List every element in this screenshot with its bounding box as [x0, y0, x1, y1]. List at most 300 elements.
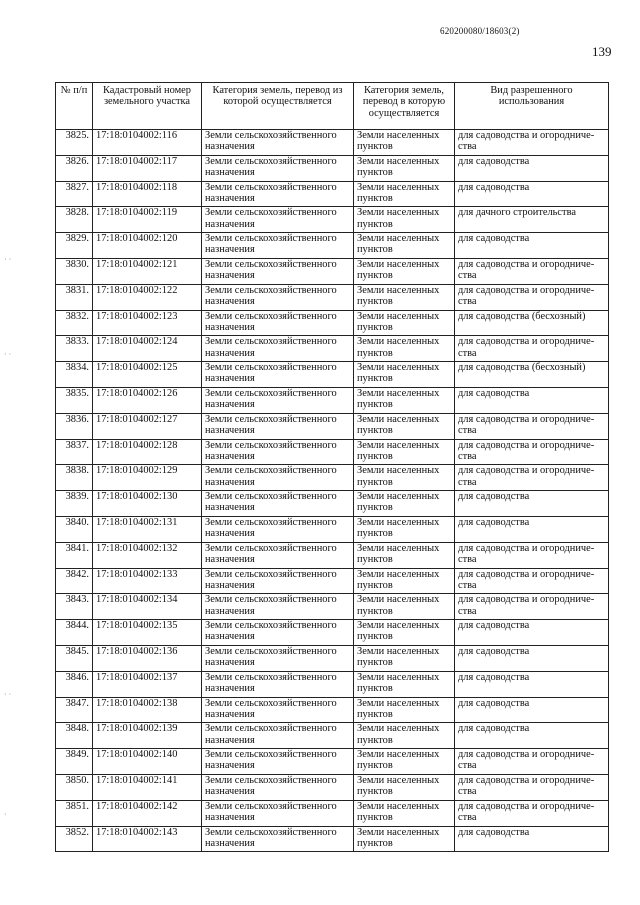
permitted-use-line2: ства [458, 786, 477, 798]
category-from [202, 671, 354, 697]
category-to-line1: Земли населенных [357, 362, 440, 374]
category-to-line2: пунктов [357, 450, 393, 462]
table-row [56, 800, 609, 826]
category-to [354, 130, 455, 156]
permitted-use-line2: ства [458, 295, 477, 307]
category-to-line2: пунктов [357, 734, 393, 746]
category-to-line1: Земли населенных [357, 645, 440, 657]
col-header-category-to: Категория земель, перевод в которую осуществляется [354, 83, 455, 130]
permitted-use-line1: для садоводства и огородниче- [458, 465, 595, 477]
category-from-line2: назначения [205, 295, 255, 307]
cadastral-number: 17:18:0104002:131 [93, 516, 202, 542]
table-row [56, 336, 609, 362]
category-to [354, 207, 455, 233]
permitted-use [455, 542, 609, 568]
permitted-use-line2: ства [458, 579, 477, 591]
category-to-line2: пунктов [357, 167, 393, 178]
cadastral-number: 17:18:0104002:124 [93, 336, 202, 362]
col-header-number: № п/п [56, 83, 93, 130]
permitted-use-line1: для садоводства и огородниче- [458, 749, 595, 761]
permitted-use [455, 155, 609, 181]
permitted-use-line2: ства [458, 476, 477, 488]
category-to-line1: Земли населенных [357, 800, 440, 812]
category-from-line1: Земли сельскохозяйственного [205, 800, 337, 812]
row-number: 3828. [56, 207, 93, 233]
category-to-line1: Земли населенных [357, 749, 440, 761]
permitted-use [455, 130, 609, 156]
category-to [354, 697, 455, 723]
permitted-use-line1: для садоводства [458, 620, 530, 632]
category-to [354, 594, 455, 620]
category-from-line2: назначения [205, 760, 255, 772]
category-from [202, 594, 354, 620]
category-to [354, 645, 455, 671]
row-number: 3832. [56, 310, 93, 336]
permitted-use-line1: для садоводства [458, 233, 530, 245]
permitted-use [455, 749, 609, 775]
category-to-line1: Земли населенных [357, 387, 440, 399]
table-row [56, 362, 609, 388]
category-from-line1: Земли сельскохозяйственного [205, 749, 337, 761]
category-from-line2: назначения [205, 682, 255, 694]
cadastral-number: 17:18:0104002:123 [93, 310, 202, 336]
document-number: 620200080/18603(2) [440, 26, 520, 36]
category-to [354, 774, 455, 800]
permitted-use-line1: для садоводства [458, 491, 530, 503]
cadastral-number: 17:18:0104002:141 [93, 774, 202, 800]
category-from-line1: Земли сельскохозяйственного [205, 465, 337, 477]
permitted-use [455, 439, 609, 465]
cadastral-number: 17:18:0104002:143 [93, 826, 202, 852]
table-row [56, 413, 609, 439]
category-to-line1: Земли населенных [357, 465, 440, 477]
permitted-use [455, 310, 609, 336]
category-to-line1: Земли населенных [357, 671, 440, 683]
category-to-line1: Земли населенных [357, 723, 440, 735]
permitted-use [455, 645, 609, 671]
category-from [202, 233, 354, 259]
table-row [56, 181, 609, 207]
cadastral-number: 17:18:0104002:142 [93, 800, 202, 826]
category-to-line2: пунктов [357, 244, 393, 256]
category-to-line2: пунктов [357, 502, 393, 514]
category-from [202, 258, 354, 284]
cadastral-number: 17:18:0104002:117 [93, 155, 202, 181]
scan-artifact: · · [4, 690, 12, 699]
row-number: 3827. [56, 181, 93, 207]
category-to [354, 413, 455, 439]
scan-artifact: · [4, 810, 7, 819]
cadastral-number: 17:18:0104002:128 [93, 439, 202, 465]
category-from [202, 336, 354, 362]
row-number: 3826. [56, 155, 93, 181]
category-to-line2: пунктов [357, 424, 393, 436]
permitted-use-line2: ства [458, 450, 477, 462]
table-row [56, 542, 609, 568]
category-from-line2: назначения [205, 734, 255, 746]
cadastral-number: 17:18:0104002:127 [93, 413, 202, 439]
permitted-use-line1: для садоводства (бесхозный) [458, 362, 586, 374]
scan-artifact: · · [4, 350, 12, 359]
category-from-line2: назначения [205, 399, 255, 411]
row-number: 3847. [56, 697, 93, 723]
category-to-line2: пунктов [357, 811, 393, 823]
category-from-line2: назначения [205, 476, 255, 488]
row-number: 3842. [56, 568, 93, 594]
category-from [202, 568, 354, 594]
category-from-line1: Земли сельскохозяйственного [205, 233, 337, 245]
category-from-line1: Земли сельскохозяйственного [205, 130, 337, 141]
category-to-line2: пунктов [357, 605, 393, 617]
category-to-line2: пунктов [357, 373, 393, 385]
category-from [202, 697, 354, 723]
category-to-line2: пунктов [357, 631, 393, 643]
category-from-line2: назначения [205, 321, 255, 333]
category-from-line1: Земли сельскохозяйственного [205, 336, 337, 348]
category-from-line2: назначения [205, 708, 255, 720]
table-row [56, 697, 609, 723]
category-from [202, 723, 354, 749]
table-row [56, 207, 609, 233]
category-from [202, 800, 354, 826]
category-from [202, 620, 354, 646]
row-number: 3825. [56, 130, 93, 156]
category-from-line1: Земли сельскохозяйственного [205, 284, 337, 296]
permitted-use [455, 491, 609, 517]
table-row [56, 774, 609, 800]
category-to [354, 284, 455, 310]
permitted-use-line1: для садоводства и огородниче- [458, 413, 595, 425]
category-to-line1: Земли населенных [357, 594, 440, 606]
permitted-use [455, 594, 609, 620]
category-to [354, 491, 455, 517]
category-from [202, 465, 354, 491]
table-row [56, 465, 609, 491]
category-to [354, 723, 455, 749]
permitted-use-line1: для садоводства [458, 671, 530, 683]
table-row [56, 155, 609, 181]
table-row [56, 749, 609, 775]
category-to-line1: Земли населенных [357, 826, 440, 838]
category-from-line1: Земли сельскохозяйственного [205, 774, 337, 786]
category-to [354, 620, 455, 646]
scan-artifact: · · [4, 255, 12, 264]
row-number: 3849. [56, 749, 93, 775]
category-from-line2: назначения [205, 811, 255, 823]
category-to-line2: пунктов [357, 295, 393, 307]
row-number: 3846. [56, 671, 93, 697]
table-row [56, 491, 609, 517]
category-from [202, 749, 354, 775]
row-number: 3848. [56, 723, 93, 749]
category-from-line2: назначения [205, 347, 255, 359]
permitted-use-line1: для садоводства [458, 645, 530, 657]
category-to-line2: пунктов [357, 579, 393, 591]
cadastral-number: 17:18:0104002:137 [93, 671, 202, 697]
category-from-line2: назначения [205, 424, 255, 436]
table-row [56, 310, 609, 336]
permitted-use-line2: ства [458, 605, 477, 617]
cadastral-number: 17:18:0104002:138 [93, 697, 202, 723]
category-from-line2: назначения [205, 553, 255, 565]
category-from-line2: назначения [205, 373, 255, 385]
cadastral-number: 17:18:0104002:133 [93, 568, 202, 594]
table-row [56, 620, 609, 646]
permitted-use-line1: для садоводства и огородниче- [458, 284, 595, 296]
row-number: 3840. [56, 516, 93, 542]
permitted-use-line1: для садоводства и огородниче- [458, 568, 595, 580]
category-from [202, 310, 354, 336]
cadastral-number: 17:18:0104002:122 [93, 284, 202, 310]
category-to [354, 155, 455, 181]
category-from-line1: Земли сельскохозяйственного [205, 697, 337, 709]
category-to-line2: пунктов [357, 528, 393, 540]
category-to-line1: Земли населенных [357, 516, 440, 528]
category-from-line1: Земли сельскохозяйственного [205, 439, 337, 451]
category-from-line1: Земли сельскохозяйственного [205, 826, 337, 838]
category-to-line1: Земли населенных [357, 310, 440, 322]
category-from [202, 413, 354, 439]
permitted-use [455, 413, 609, 439]
row-number: 3837. [56, 439, 93, 465]
permitted-use-line1: для садоводства и огородниче- [458, 800, 595, 812]
permitted-use [455, 336, 609, 362]
category-to-line2: пунктов [357, 399, 393, 411]
permitted-use [455, 207, 609, 233]
category-from-line1: Земли сельскохозяйственного [205, 413, 337, 425]
cadastral-number: 17:18:0104002:126 [93, 387, 202, 413]
category-from-line1: Земли сельскохозяйственного [205, 542, 337, 554]
permitted-use-line1: для садоводства [458, 387, 530, 399]
permitted-use-line1: для садоводства [458, 697, 530, 709]
category-to-line2: пунктов [357, 553, 393, 565]
permitted-use-line2: ства [458, 141, 477, 153]
category-from-line2: назначения [205, 450, 255, 462]
category-to-line1: Земли населенных [357, 284, 440, 296]
category-to [354, 181, 455, 207]
category-to-line1: Земли населенных [357, 491, 440, 503]
cadastral-number: 17:18:0104002:140 [93, 749, 202, 775]
table-row [56, 258, 609, 284]
category-to [354, 542, 455, 568]
cadastral-number: 17:18:0104002:136 [93, 645, 202, 671]
category-to-line1: Земли населенных [357, 233, 440, 245]
permitted-use-line2: ства [458, 270, 477, 282]
permitted-use-line2: ства [458, 760, 477, 772]
category-from-line1: Земли сельскохозяйственного [205, 594, 337, 606]
category-to [354, 310, 455, 336]
category-to-line2: пунктов [357, 837, 393, 849]
cadastral-number: 17:18:0104002:129 [93, 465, 202, 491]
category-to-line1: Земли населенных [357, 413, 440, 425]
permitted-use [455, 800, 609, 826]
permitted-use-line1: для садоводства и огородниче- [458, 258, 595, 270]
category-to-line2: пунктов [357, 347, 393, 359]
category-from [202, 439, 354, 465]
category-from [202, 774, 354, 800]
page-number: 139 [592, 44, 612, 59]
permitted-use-line1: для садоводства и огородниче- [458, 594, 595, 606]
category-from-line1: Земли сельскохозяйственного [205, 155, 337, 167]
category-from-line1: Земли сельскохозяйственного [205, 258, 337, 270]
category-to-line2: пунктов [357, 476, 393, 488]
category-from-line2: назначения [205, 192, 255, 204]
category-to [354, 516, 455, 542]
category-to-line2: пунктов [357, 657, 393, 669]
category-from [202, 542, 354, 568]
category-to [354, 465, 455, 491]
category-from-line1: Земли сельскохозяйственного [205, 491, 337, 503]
permitted-use [455, 671, 609, 697]
category-to-line2: пунктов [357, 321, 393, 333]
permitted-use [455, 723, 609, 749]
category-to [354, 800, 455, 826]
category-to [354, 439, 455, 465]
category-from-line2: назначения [205, 244, 255, 256]
category-from-line2: назначения [205, 579, 255, 591]
category-to-line1: Земли населенных [357, 620, 440, 632]
permitted-use-line1: для садоводства и огородниче- [458, 336, 595, 348]
category-from-line2: назначения [205, 528, 255, 540]
category-to [354, 336, 455, 362]
category-from [202, 207, 354, 233]
row-number: 3829. [56, 233, 93, 259]
category-from-line1: Земли сельскохозяйственного [205, 723, 337, 735]
permitted-use-line1: для садоводства [458, 155, 530, 167]
table-row [56, 594, 609, 620]
category-to-line2: пунктов [357, 682, 393, 694]
category-from-line2: назначения [205, 141, 255, 153]
category-from-line1: Земли сельскохозяйственного [205, 620, 337, 632]
table-row [56, 568, 609, 594]
category-to-line1: Земли населенных [357, 155, 440, 167]
permitted-use-line1: для садоводства [458, 516, 530, 528]
table-row [56, 826, 609, 852]
category-from [202, 491, 354, 517]
table-row [56, 645, 609, 671]
category-to-line1: Земли населенных [357, 697, 440, 709]
permitted-use [455, 465, 609, 491]
row-number: 3841. [56, 542, 93, 568]
category-from-line2: назначения [205, 167, 255, 178]
category-from-line2: назначения [205, 837, 255, 849]
category-to-line1: Земли населенных [357, 181, 440, 193]
category-to [354, 826, 455, 852]
category-from [202, 155, 354, 181]
permitted-use-line1: для садоводства [458, 723, 530, 735]
row-number: 3836. [56, 413, 93, 439]
category-from [202, 284, 354, 310]
category-from [202, 645, 354, 671]
category-from [202, 181, 354, 207]
category-from-line1: Земли сельскохозяйственного [205, 362, 337, 374]
category-from-line1: Земли сельскохозяйственного [205, 645, 337, 657]
permitted-use [455, 258, 609, 284]
cadastral-number: 17:18:0104002:132 [93, 542, 202, 568]
table-row [56, 387, 609, 413]
permitted-use [455, 284, 609, 310]
row-number: 3852. [56, 826, 93, 852]
category-to [354, 568, 455, 594]
cadastral-number: 17:18:0104002:139 [93, 723, 202, 749]
category-from-line1: Земли сельскохозяйственного [205, 181, 337, 193]
permitted-use [455, 516, 609, 542]
row-number: 3843. [56, 594, 93, 620]
category-to-line2: пунктов [357, 141, 393, 153]
category-to-line2: пунктов [357, 218, 393, 230]
row-number: 3833. [56, 336, 93, 362]
permitted-use-line2: ства [458, 811, 477, 823]
category-to [354, 387, 455, 413]
category-from-line2: назначения [205, 657, 255, 669]
category-from-line1: Земли сельскохозяйственного [205, 671, 337, 683]
row-number: 3834. [56, 362, 93, 388]
permitted-use [455, 774, 609, 800]
category-to [354, 749, 455, 775]
cadastral-number: 17:18:0104002:121 [93, 258, 202, 284]
row-number: 3845. [56, 645, 93, 671]
table-header-row [56, 83, 609, 130]
col-header-permitted-use: Вид разрешенного использования [455, 83, 609, 130]
permitted-use-line1: для садоводства и огородниче- [458, 130, 595, 141]
category-from-line2: назначения [205, 218, 255, 230]
cadastral-number: 17:18:0104002:118 [93, 181, 202, 207]
category-to [354, 258, 455, 284]
row-number: 3838. [56, 465, 93, 491]
permitted-use-line1: для садоводства и огородниче- [458, 774, 595, 786]
permitted-use [455, 181, 609, 207]
table-row [56, 516, 609, 542]
category-to-line1: Земли населенных [357, 336, 440, 348]
category-to [354, 671, 455, 697]
category-from [202, 130, 354, 156]
row-number: 3851. [56, 800, 93, 826]
row-number: 3830. [56, 258, 93, 284]
permitted-use-line1: для дачного строительства [458, 207, 576, 219]
permitted-use [455, 387, 609, 413]
category-to [354, 362, 455, 388]
category-from [202, 516, 354, 542]
category-from-line1: Земли сельскохозяйственного [205, 207, 337, 219]
category-to-line1: Земли населенных [357, 568, 440, 580]
permitted-use-line1: для садоводства и огородниче- [458, 542, 595, 554]
cadastral-number: 17:18:0104002:120 [93, 233, 202, 259]
col-header-category-from: Категория земель, перевод из которой осуществляется [202, 83, 354, 130]
category-to-line2: пунктов [357, 708, 393, 720]
col-header-cadastral: Кадастровый номер земельного участка [93, 83, 202, 130]
table-row [56, 233, 609, 259]
cadastral-number: 17:18:0104002:125 [93, 362, 202, 388]
cadastral-number: 17:18:0104002:134 [93, 594, 202, 620]
cadastral-number: 17:18:0104002:135 [93, 620, 202, 646]
permitted-use [455, 697, 609, 723]
category-from [202, 387, 354, 413]
category-to-line1: Земли населенных [357, 774, 440, 786]
category-from [202, 826, 354, 852]
row-number: 3850. [56, 774, 93, 800]
category-from-line1: Земли сельскохозяйственного [205, 568, 337, 580]
cadastral-number: 17:18:0104002:130 [93, 491, 202, 517]
table-row [56, 130, 609, 156]
category-from-line2: назначения [205, 786, 255, 798]
permitted-use [455, 826, 609, 852]
category-from-line1: Земли сельскохозяйственного [205, 387, 337, 399]
permitted-use-line2: ства [458, 553, 477, 565]
row-number: 3844. [56, 620, 93, 646]
category-to-line1: Земли населенных [357, 130, 440, 141]
permitted-use [455, 568, 609, 594]
table-row [56, 284, 609, 310]
